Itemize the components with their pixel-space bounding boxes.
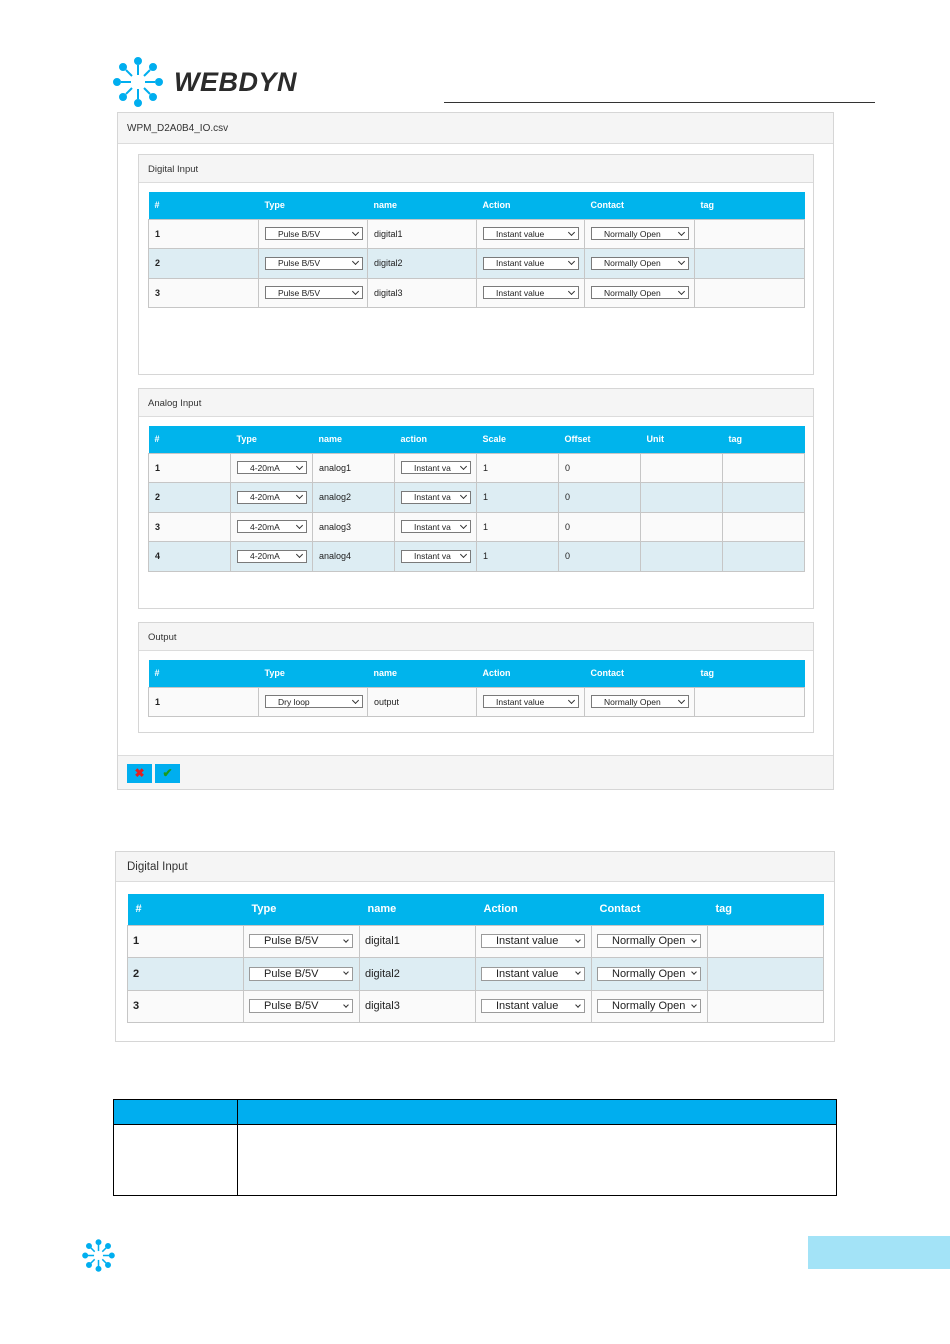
table-row: [149, 453, 805, 483]
name-cell[interactable]: digital3: [368, 278, 477, 308]
tag-cell[interactable]: [708, 925, 824, 958]
table-row: [149, 512, 805, 542]
row-number: 2: [149, 249, 259, 279]
window-title: WPM_D2A0B4_IO.csv: [118, 113, 833, 144]
type-select[interactable]: [237, 461, 307, 474]
action-select[interactable]: [481, 934, 585, 948]
chevron-down-icon: [678, 229, 685, 236]
action-value: Instant va: [414, 492, 451, 503]
window-footer: [118, 755, 833, 789]
contact-select[interactable]: [591, 286, 689, 299]
col-name: name: [313, 426, 395, 453]
col-number: #: [149, 426, 231, 453]
action-select[interactable]: [481, 967, 585, 981]
chevron-down-icon: [575, 937, 581, 943]
contact-select[interactable]: [591, 257, 689, 270]
col-scale: Scale: [477, 426, 559, 453]
tag-cell[interactable]: [695, 278, 805, 308]
tag-cell[interactable]: [695, 219, 805, 249]
unit-cell[interactable]: [641, 542, 723, 572]
chevron-down-icon: [296, 551, 303, 558]
digital-input-zoom-table: [127, 894, 824, 1023]
type-select[interactable]: [237, 550, 307, 563]
col-type: Type: [244, 894, 360, 925]
action-select[interactable]: [483, 257, 579, 270]
tag-cell[interactable]: [723, 512, 805, 542]
col-type: Type: [259, 660, 368, 687]
action-select[interactable]: [401, 491, 471, 504]
tag-cell[interactable]: [723, 542, 805, 572]
table-row: [149, 687, 805, 717]
digital-input-section: [138, 154, 814, 375]
type-select[interactable]: [237, 491, 307, 504]
type-value: 4-20mA: [250, 551, 280, 562]
chevron-down-icon: [460, 522, 467, 529]
action-value: Instant value: [496, 1000, 559, 1013]
contact-value: Normally Open: [604, 287, 661, 298]
action-value: Instant value: [496, 258, 545, 269]
contact-value: Normally Open: [612, 967, 686, 980]
col-tag: tag: [708, 894, 824, 925]
row-number: 1: [149, 687, 259, 717]
col-contact: Contact: [592, 894, 708, 925]
name-cell[interactable]: analog2: [313, 483, 395, 513]
table-row: [149, 278, 805, 308]
unit-cell[interactable]: [641, 453, 723, 483]
chevron-down-icon: [678, 288, 685, 295]
row-number: 1: [128, 925, 244, 958]
chevron-down-icon: [343, 937, 349, 943]
chevron-down-icon: [460, 463, 467, 470]
action-select[interactable]: [401, 550, 471, 563]
name-cell[interactable]: output: [368, 687, 477, 717]
type-select[interactable]: [237, 520, 307, 533]
scale-cell[interactable]: 1: [477, 512, 559, 542]
contact-value: Normally Open: [604, 696, 661, 707]
col-name: name: [368, 660, 477, 687]
tag-cell[interactable]: [708, 958, 824, 991]
type-select[interactable]: [249, 934, 353, 948]
digital-input-title: Digital Input: [139, 155, 813, 183]
col-offset: Offset: [559, 426, 641, 453]
type-value: 4-20mA: [250, 492, 280, 503]
type-value: 4-20mA: [250, 521, 280, 532]
analog-input-table: [148, 426, 805, 572]
scale-cell[interactable]: 1: [477, 453, 559, 483]
digital-input-zoom-panel: [115, 851, 835, 1042]
col-action: Action: [477, 192, 585, 219]
col-contact: Contact: [585, 660, 695, 687]
row-number: 4: [149, 542, 231, 572]
name-cell[interactable]: analog1: [313, 453, 395, 483]
chevron-down-icon: [691, 969, 697, 975]
offset-cell[interactable]: 0: [559, 453, 641, 483]
action-value: Instant va: [414, 551, 451, 562]
chevron-down-icon: [352, 258, 359, 265]
contact-select[interactable]: [597, 999, 701, 1013]
unit-cell[interactable]: [641, 512, 723, 542]
action-select[interactable]: [483, 227, 579, 240]
col-action: action: [395, 426, 477, 453]
unit-cell[interactable]: [641, 483, 723, 513]
chevron-down-icon: [678, 258, 685, 265]
contact-value: Normally Open: [612, 935, 686, 948]
type-value: Pulse B/5V: [264, 967, 319, 980]
col-name: name: [368, 192, 477, 219]
type-value: Pulse B/5V: [264, 1000, 319, 1013]
chevron-down-icon: [568, 697, 575, 704]
type-value: Pulse B/5V: [278, 287, 321, 298]
col-number: #: [149, 660, 259, 687]
save-button[interactable]: ✔: [155, 764, 180, 783]
action-value: Instant value: [496, 935, 559, 948]
action-value: Instant va: [414, 521, 451, 532]
col-name: name: [360, 894, 476, 925]
type-select[interactable]: [265, 695, 363, 708]
action-value: Instant va: [414, 462, 451, 473]
type-select[interactable]: [265, 286, 363, 299]
contact-select[interactable]: [597, 934, 701, 948]
io-config-window: [117, 112, 834, 790]
webdyn-logo-icon: [112, 56, 164, 108]
row-number: 3: [149, 278, 259, 308]
scale-cell[interactable]: 1: [477, 542, 559, 572]
action-select[interactable]: [481, 999, 585, 1013]
tag-cell[interactable]: [708, 990, 824, 1023]
col-unit: Unit: [641, 426, 723, 453]
table-row: [149, 219, 805, 249]
table-row: [149, 542, 805, 572]
chevron-down-icon: [678, 697, 685, 704]
chevron-down-icon: [691, 1002, 697, 1008]
col-type: Type: [231, 426, 313, 453]
table-row: [128, 925, 824, 958]
action-value: Instant value: [496, 287, 545, 298]
row-number: 1: [149, 219, 259, 249]
row-number: 3: [128, 990, 244, 1023]
chevron-down-icon: [296, 522, 303, 529]
chevron-down-icon: [343, 969, 349, 975]
action-select[interactable]: [483, 286, 579, 299]
chevron-down-icon: [691, 937, 697, 943]
scale-cell[interactable]: 1: [477, 483, 559, 513]
row-number: 1: [149, 453, 231, 483]
contact-value: Normally Open: [604, 228, 661, 239]
contact-value: Normally Open: [612, 1000, 686, 1013]
type-value: Dry loop: [278, 696, 310, 707]
analog-input-section: [138, 388, 814, 609]
name-cell[interactable]: digital3: [360, 990, 476, 1023]
name-cell[interactable]: digital2: [360, 958, 476, 991]
action-value: Instant value: [496, 967, 559, 980]
output-section: [138, 622, 814, 733]
tag-cell[interactable]: [695, 687, 805, 717]
col-tag: tag: [695, 192, 805, 219]
action-value: Instant value: [496, 228, 545, 239]
row-number: 3: [149, 512, 231, 542]
table-row: [128, 990, 824, 1023]
chevron-down-icon: [296, 463, 303, 470]
webdyn-logo: [112, 56, 297, 108]
webdyn-footer-logo-icon: [82, 1239, 115, 1272]
chevron-down-icon: [568, 288, 575, 295]
offset-cell[interactable]: 0: [559, 512, 641, 542]
chevron-down-icon: [296, 492, 303, 499]
type-select[interactable]: [249, 967, 353, 981]
name-cell[interactable]: digital1: [368, 219, 477, 249]
action-value: Instant value: [496, 696, 545, 707]
type-value: Pulse B/5V: [264, 935, 319, 948]
type-value: Pulse B/5V: [278, 228, 321, 239]
contact-select[interactable]: [597, 967, 701, 981]
name-cell[interactable]: analog3: [313, 512, 395, 542]
digital-input-table: [148, 192, 805, 308]
digital-input-zoom-title: Digital Input: [116, 852, 834, 882]
contact-select[interactable]: [591, 695, 689, 708]
type-value: 4-20mA: [250, 462, 280, 473]
action-select[interactable]: [401, 520, 471, 533]
name-cell[interactable]: digital1: [360, 925, 476, 958]
description-table-header: [114, 1100, 836, 1125]
description-column-divider: [237, 1100, 238, 1195]
col-tag: tag: [723, 426, 805, 453]
chevron-down-icon: [575, 969, 581, 975]
row-number: 2: [149, 483, 231, 513]
chevron-down-icon: [460, 492, 467, 499]
offset-cell[interactable]: 0: [559, 542, 641, 572]
name-cell[interactable]: digital2: [368, 249, 477, 279]
col-action: Action: [476, 894, 592, 925]
chevron-down-icon: [352, 288, 359, 295]
name-cell[interactable]: analog4: [313, 542, 395, 572]
contact-select[interactable]: [591, 227, 689, 240]
type-value: Pulse B/5V: [278, 258, 321, 269]
cancel-button[interactable]: ✖: [127, 764, 152, 783]
type-select[interactable]: [265, 257, 363, 270]
col-action: Action: [477, 660, 585, 687]
brand-name: WEBDYN: [174, 66, 297, 97]
type-select[interactable]: [265, 227, 363, 240]
analog-input-title: Analog Input: [139, 389, 813, 417]
output-title: Output: [139, 623, 813, 651]
row-number: 2: [128, 958, 244, 991]
col-tag: tag: [695, 660, 805, 687]
table-row: [149, 483, 805, 513]
tag-cell[interactable]: [723, 453, 805, 483]
chevron-down-icon: [575, 1002, 581, 1008]
tag-cell[interactable]: [695, 249, 805, 279]
table-row: [149, 249, 805, 279]
type-select[interactable]: [249, 999, 353, 1013]
chevron-down-icon: [352, 229, 359, 236]
chevron-down-icon: [352, 697, 359, 704]
col-number: #: [149, 192, 259, 219]
offset-cell[interactable]: 0: [559, 483, 641, 513]
chevron-down-icon: [460, 551, 467, 558]
chevron-down-icon: [568, 229, 575, 236]
col-type: Type: [259, 192, 368, 219]
page-number-tab: [808, 1236, 950, 1269]
chevron-down-icon: [343, 1002, 349, 1008]
contact-value: Normally Open: [604, 258, 661, 269]
description-table: [113, 1099, 837, 1196]
table-row: [128, 958, 824, 991]
output-table: [148, 660, 805, 717]
action-select[interactable]: [401, 461, 471, 474]
col-contact: Contact: [585, 192, 695, 219]
header-divider: [444, 102, 875, 103]
col-number: #: [128, 894, 244, 925]
chevron-down-icon: [568, 258, 575, 265]
tag-cell[interactable]: [723, 483, 805, 513]
action-select[interactable]: [483, 695, 579, 708]
